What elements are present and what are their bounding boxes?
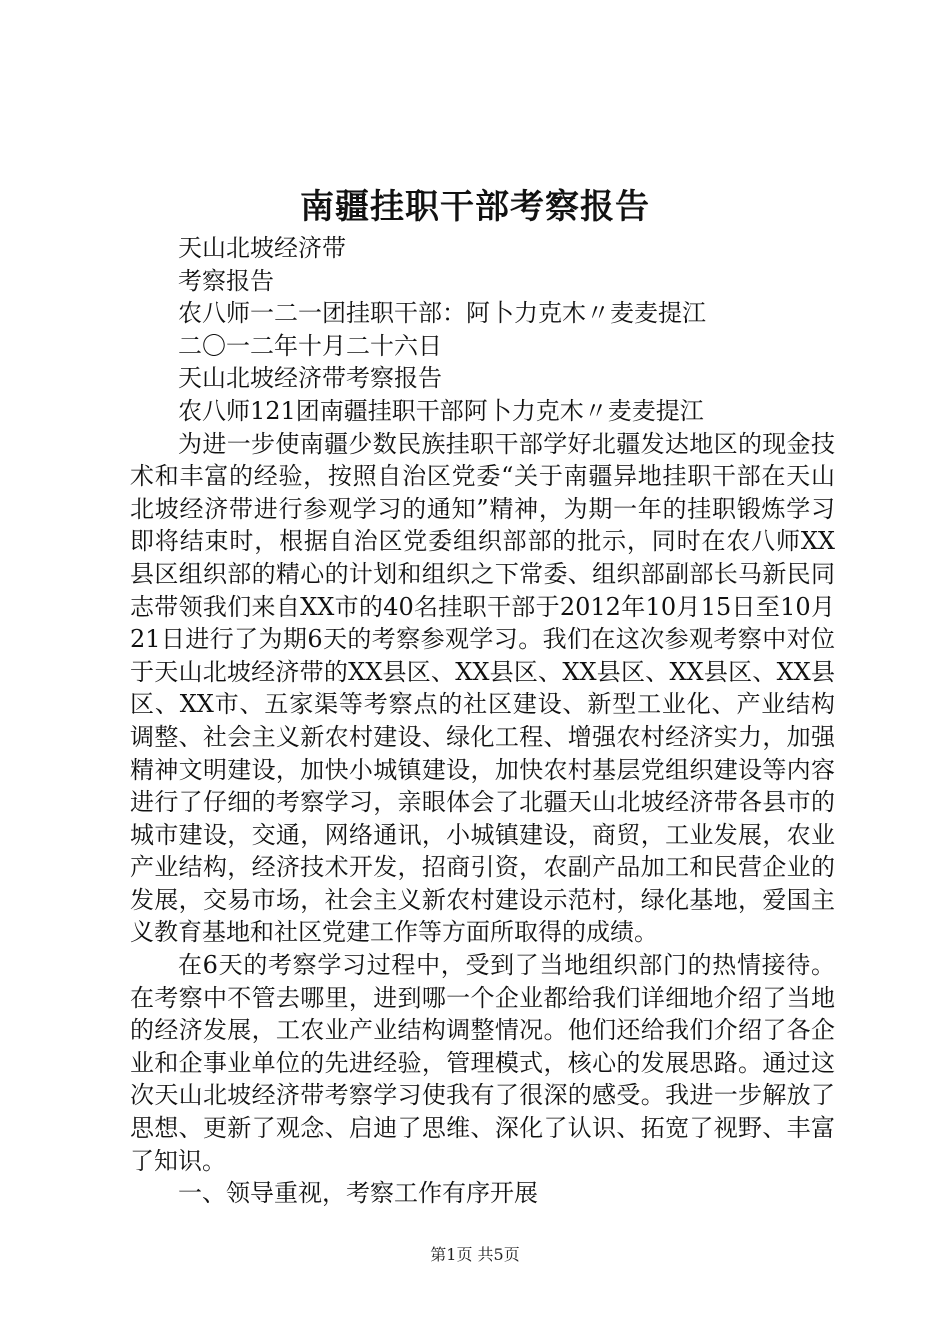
header-line: 二〇一二年十月二十六日 [178, 331, 442, 360]
page-footer: 第1页 共5页 [430, 1245, 520, 1264]
body-paragraph: 在6天的考察学习过程中，受到了当地组织部门的热情接待。在考察中不管去哪里，进到哪一个企业都给我们详细地介绍了当地的经济发展，工农业产业结构调整情况。他们还给我们介绍了各企业和企事业单位的先进经验，管理模式，核心的发展思路。通过这次天山北坡经济带考察学习使我有了很深的感受。我进一步解放了思想、更新了观念、启迪了思维、深化了认识、拓宽了视野、丰富了知识。 [130, 951, 835, 1175]
header-line: 天山北坡经济带 [178, 234, 346, 262]
header-line: 天山北坡经济带考察报告 [178, 364, 442, 393]
body-paragraph: 为进一步使南疆少数民族挂职干部学好北疆发达地区的现金技术和丰富的经验，按照自治区党委“关于南疆异地挂职干部在天山北坡经济带进行参观学习的通知”精神，为期一年的挂职锻炼学习即将结束时，根据自治区党委组织部部的批示，同时在农八师XX县区组织部的精心的计划和组织之下常委、组织部副部长马新民同志带领我们来自XX市的40名挂职干部于2012年10月15日至10月21日进行了为期6天的考察参观学习。我们在这次参观考察中对位于天山北坡经济带的XX县区、XX县区、XX县区、XX县区、XX县区、XX市、五家渠等考察点的社区建设、新型工业化、产业结构调整、社会主义新农村建设、绿化工程、增强农村经济实力，加强精神文明建设，加快小城镇建设，加快农村基层党组织建设等内容进行了仔细的考察学习，亲眼体会了北疆天山北坡经济带各县市的城市建设，交通，网络通讯，小城镇建设，商贸，工业发展，农业产业结构，经济技术开发，招商引资，农副产品加工和民营企业的发展，交易市场，社会主义新农村建设示范村，绿化基地，爱国主义教育基地和社区党建工作等方面所取得的成绩。 [130, 429, 835, 947]
section-heading: 一、领导重视，考察工作有序开展 [178, 1179, 538, 1208]
header-line: 农八师一二一团挂职干部：阿卜力克木〃麦麦提江 [178, 299, 706, 328]
document-body [130, 232, 835, 1210]
header-line: 农八师121团南疆挂职干部阿卜力克木〃麦麦提江 [178, 396, 704, 425]
header-line: 考察报告 [178, 266, 274, 295]
document-title: 南疆挂职干部考察报告 [300, 187, 650, 227]
